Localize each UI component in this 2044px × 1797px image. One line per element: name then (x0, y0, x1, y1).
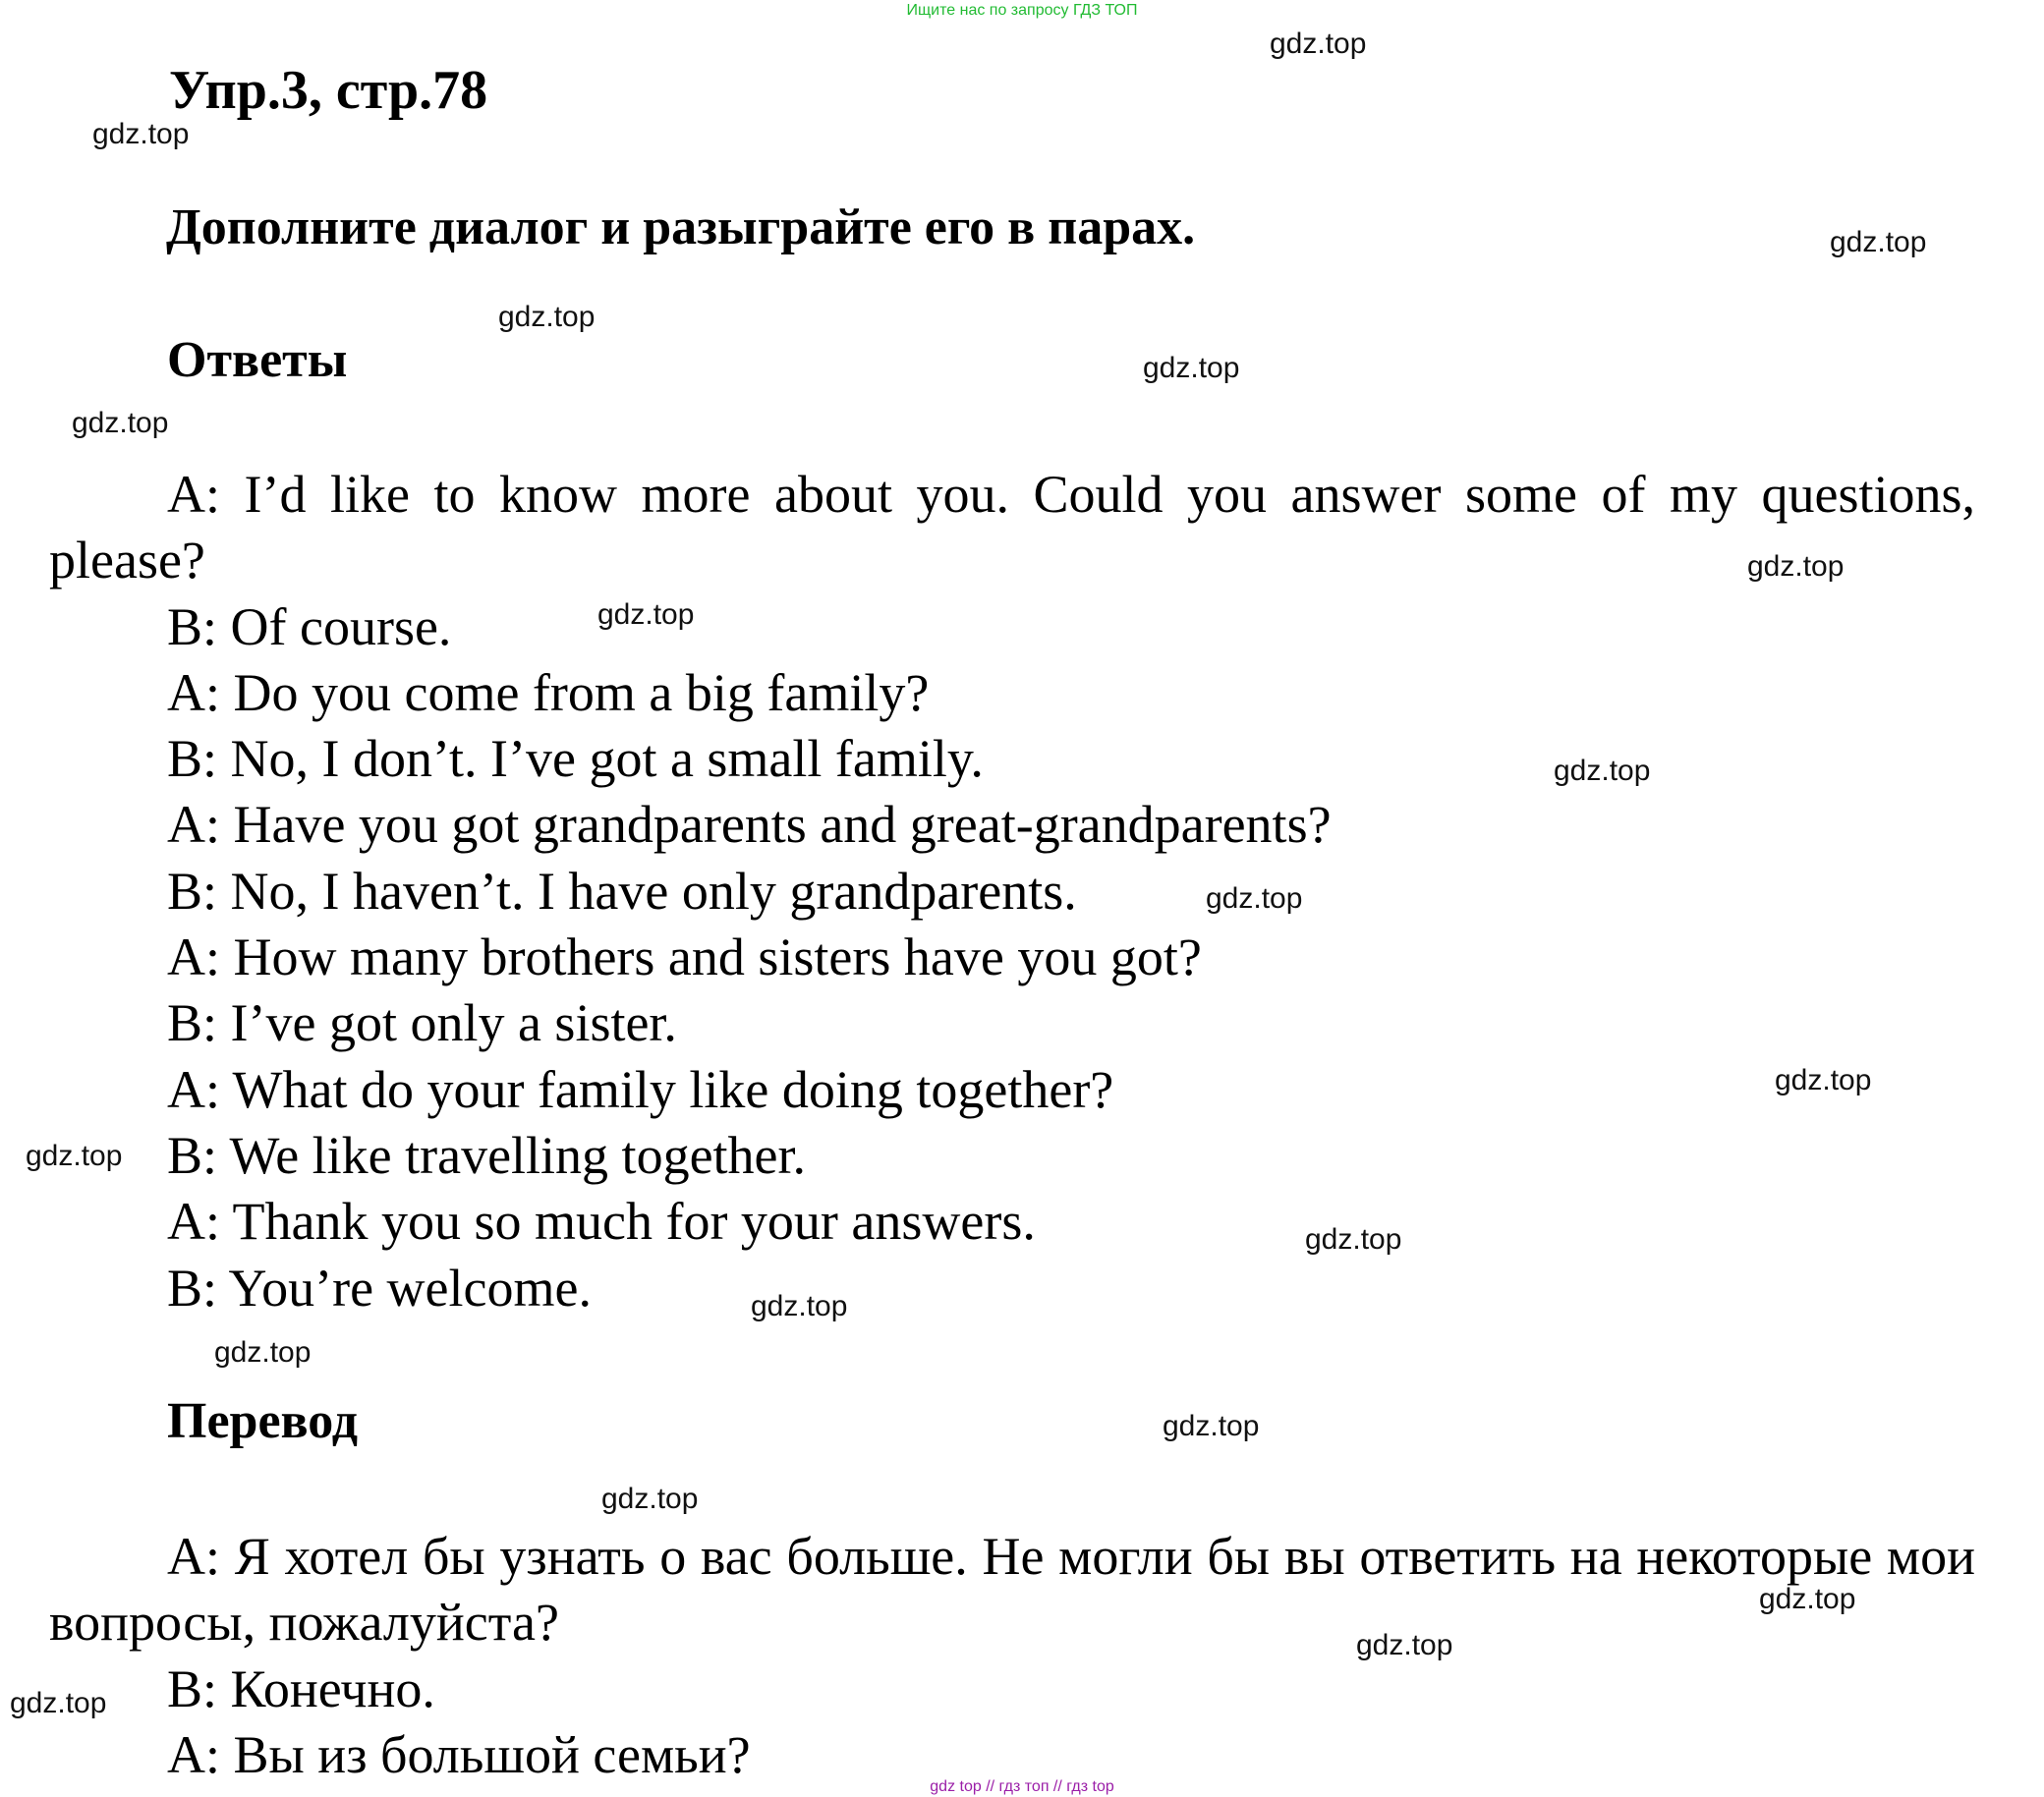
dialogue-line: A: Do you come from a big family? (167, 662, 930, 722)
dialogue-line: B: We like travelling together. (167, 1125, 807, 1185)
translation-heading: Перевод (167, 1393, 359, 1449)
answers-heading: Ответы (167, 332, 348, 388)
dialogue-line: A: Я хотел бы узнать о вас больше. Не могли бы вы ответить на некоторые мои вопросы, пожалуйста? (49, 1527, 1975, 1653)
watermark: gdz.top (1270, 28, 1367, 60)
watermark: gdz.top (1143, 352, 1240, 384)
watermark: gdz.top (601, 1483, 699, 1515)
dialogue-line: B: I’ve got only a sister. (167, 993, 677, 1053)
exercise-title: Упр.3, стр.78 (169, 60, 488, 121)
dialogue-line: A: What do your family like doing together? (167, 1059, 1114, 1119)
watermark: gdz.top (1830, 226, 1927, 258)
watermark: gdz.top (92, 118, 190, 150)
header-search-note: Ищите нас по запросу ГДЗ ТОП (906, 2, 1138, 19)
watermark: gdz.top (1305, 1223, 1402, 1256)
answers-dialogue (49, 462, 1975, 1321)
dialogue-line: B: No, I haven’t. I have only grandparents. (167, 861, 1077, 921)
watermark: gdz.top (1759, 1583, 1856, 1615)
watermark: gdz.top (10, 1687, 107, 1719)
watermark: gdz.top (1163, 1410, 1260, 1442)
watermark: gdz.top (72, 407, 169, 439)
dialogue-line: A: Вы из большой семьи? (167, 1724, 751, 1784)
watermark: gdz.top (1206, 882, 1303, 915)
footer-note: gdz top // гдз топ // гдз top (930, 1778, 1114, 1795)
translation-dialogue (49, 1524, 1975, 1788)
watermark: gdz.top (1775, 1064, 1872, 1096)
dialogue-line: B: Of course. (167, 596, 452, 656)
watermark: gdz.top (1747, 550, 1845, 583)
watermark: gdz.top (597, 598, 695, 631)
watermark: gdz.top (1356, 1629, 1453, 1661)
dialogue-line: B: No, I don’t. I’ve got a small family. (167, 729, 984, 789)
task-instruction: Дополните диалог и разыграйте его в парах. (166, 199, 1196, 255)
dialogue-line: A: I’d like to know more about you. Could you answer some of my questions, please? (49, 465, 1975, 590)
watermark: gdz.top (1554, 755, 1651, 787)
dialogue-line: A: How many brothers and sisters have you got? (167, 927, 1202, 987)
watermark: gdz.top (751, 1290, 848, 1322)
watermark: gdz.top (498, 301, 596, 333)
watermark: gdz.top (214, 1336, 312, 1369)
watermark: gdz.top (26, 1140, 123, 1172)
dialogue-line: A: Thank you so much for your answers. (167, 1192, 1036, 1252)
dialogue-line: A: Have you got grandparents and great-grandparents? (167, 795, 1332, 855)
dialogue-line: B: You’re welcome. (167, 1258, 592, 1318)
dialogue-line: B: Конечно. (167, 1658, 435, 1718)
